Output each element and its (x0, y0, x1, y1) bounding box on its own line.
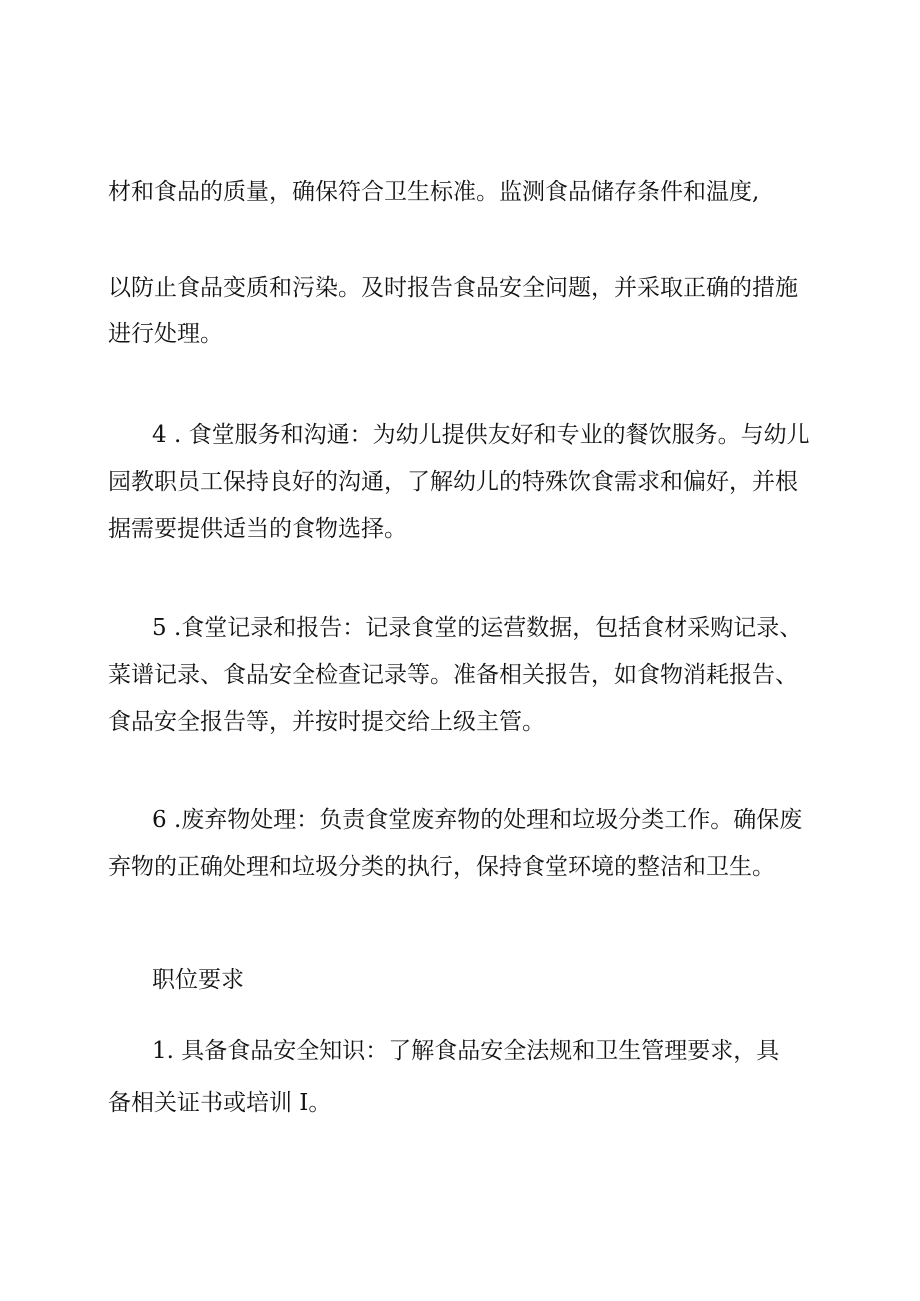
item-4-line-3: 据需要提供适当的食物选择。 (108, 516, 407, 542)
item-6-line-1: 6 .废弃物处理：负责食堂废弃物的处理和垃圾分类工作。确保废 (152, 807, 803, 833)
paragraph-3-line-3: 进行处理。 (108, 321, 223, 347)
paragraph-3-line-2: 以防止食品变质和污染。及时报告食品安全问题，并采取正确的措施 (108, 275, 798, 301)
item-5-line-3: 食品安全报告等，并按时提交给上级主管。 (108, 709, 545, 735)
item-6-line-2: 弃物的正确处理和垃圾分类的执行，保持食堂环境的整洁和卫生。 (108, 854, 775, 880)
item-4-line-2: 园教职员工保持良好的沟通，了解幼儿的特殊饮食需求和偏好，并根 (108, 469, 798, 495)
section-heading-requirements: 职位要求 (152, 967, 244, 993)
paragraph-3-line-1: 材和食品的质量，确保符合卫生标准。监测食品储存条件和温度, (108, 179, 760, 205)
requirement-1-line-2: 备相关证书或培训 I。 (108, 1090, 332, 1116)
item-4-line-1: 4 . 食堂服务和沟通：为幼儿提供友好和专业的餐饮服务。与幼儿 (152, 422, 810, 448)
item-5-line-1: 5 .食堂记录和报告：记录食堂的运营数据，包括食材采购记录、 (152, 615, 803, 641)
requirement-1-line-1: 1. 具备食品安全知识：了解食品安全法规和卫生管理要求，具 (152, 1038, 780, 1064)
item-5-line-2: 菜谱记录、食品安全检查记录等。准备相关报告，如食物消耗报告、 (108, 662, 798, 688)
